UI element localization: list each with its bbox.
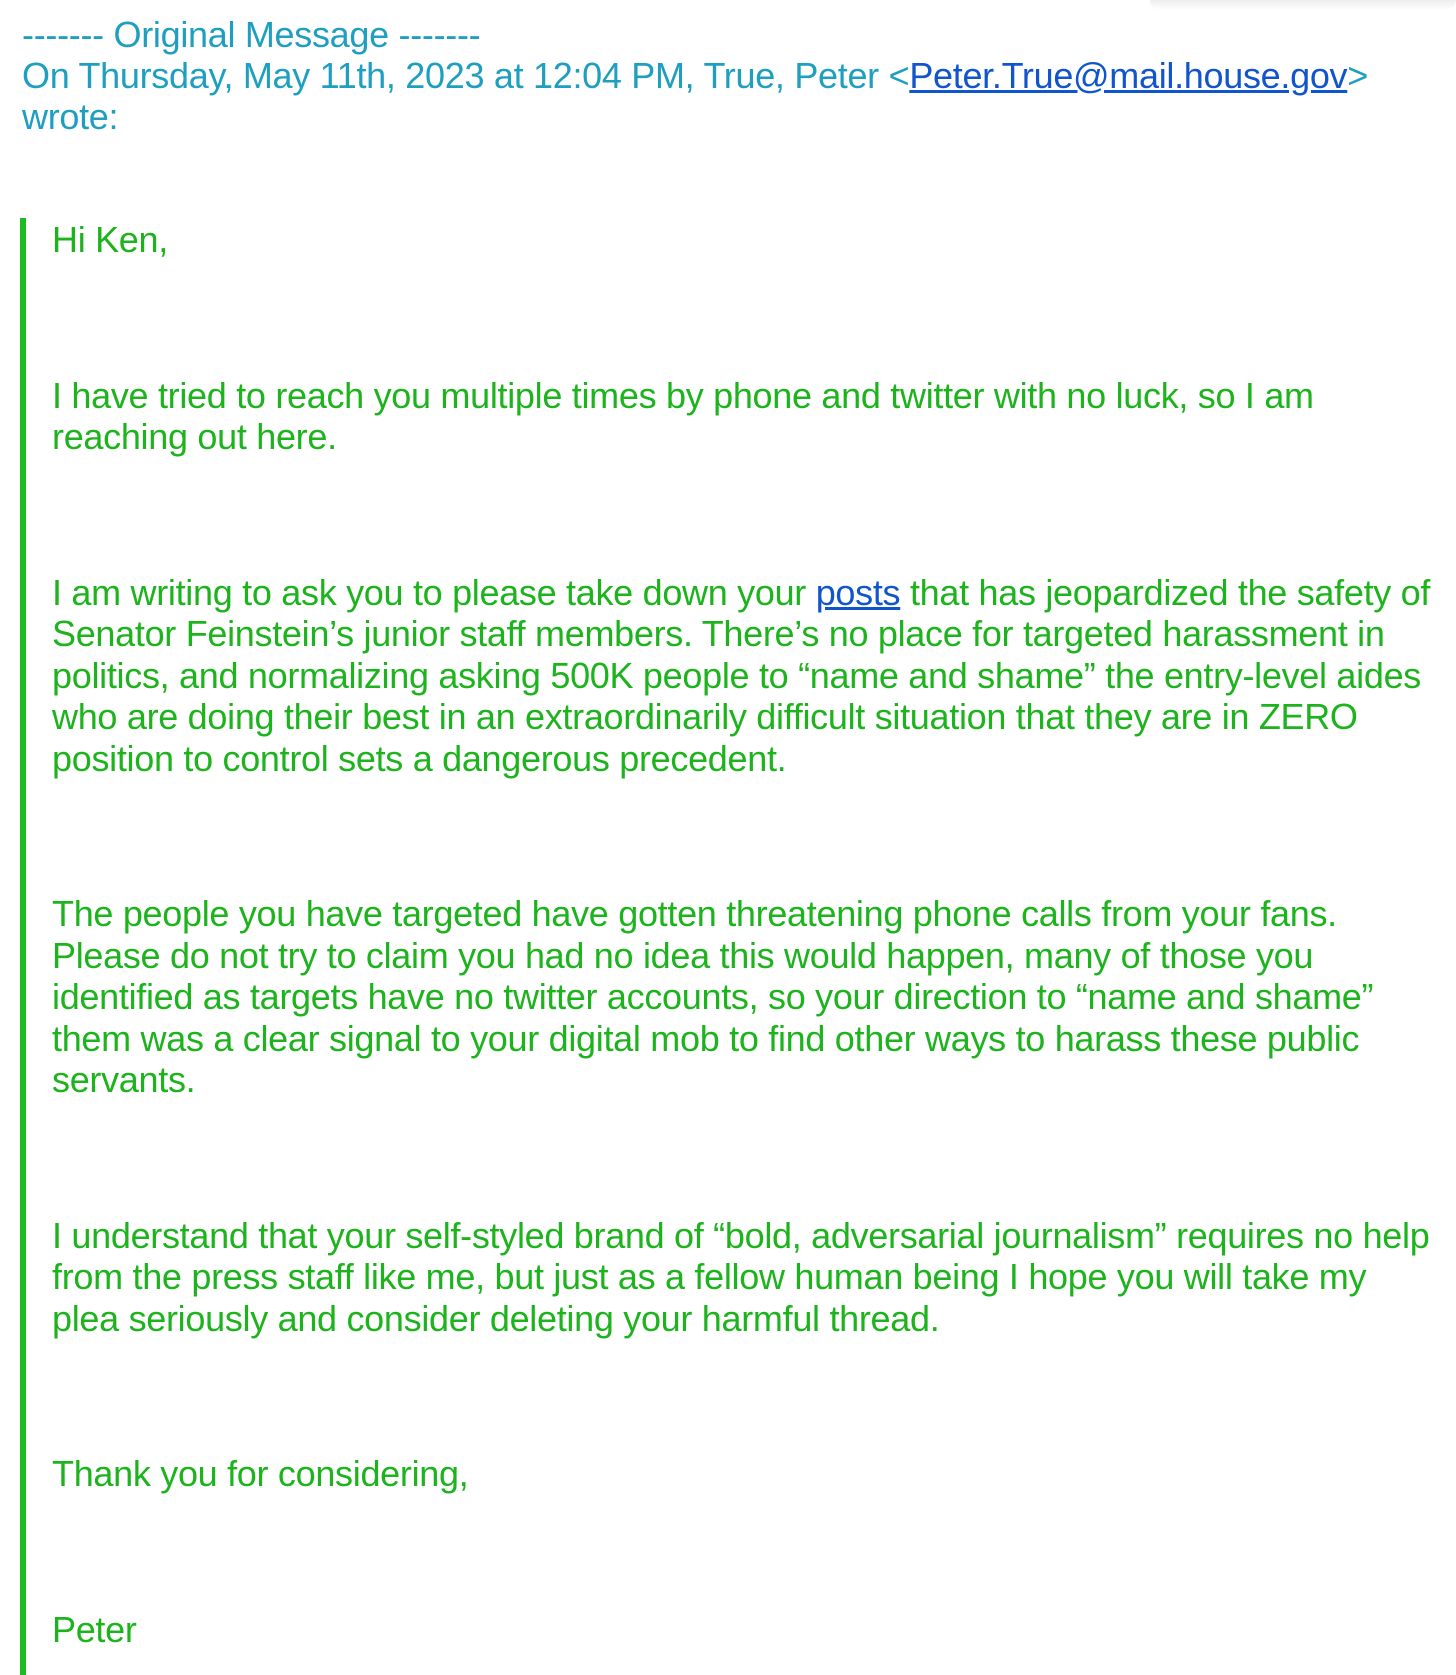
original-message-separator: ------- Original Message ------- xyxy=(22,14,481,55)
paragraph-gap xyxy=(52,779,1442,893)
quote-bar xyxy=(20,218,26,1675)
reply-attribution-line xyxy=(22,55,1442,96)
paragraph-2-end: that has jeopardized the safety of Senator Feinstein’s junior staff members. There’s no place for targeted harassment in politics, and normalizing asking 500K people to “name and shame” the entry-level aides who are doing their best in an extraordinarily difficult situation that they are in ZERO position to control sets a dangerous precedent. xyxy=(52,571,1431,779)
greeting: Hi Ken, xyxy=(52,219,168,260)
paragraph-2-start: I am writing to ask you to please take down your xyxy=(52,571,816,613)
posts-link[interactable]: posts xyxy=(815,571,901,613)
paragraph-gap xyxy=(52,261,1442,375)
sender-email-link[interactable]: Peter.True@mail.house.gov xyxy=(909,55,1348,96)
attribution-suffix: > xyxy=(1347,55,1368,96)
window-top-shadow xyxy=(1150,0,1456,10)
paragraph-gap xyxy=(52,1101,1442,1215)
paragraph-1: I have tried to reach you multiple times by phone and twitter with no luck, so I am reaching out here. xyxy=(52,374,1314,457)
paragraph-gap xyxy=(52,1495,1442,1609)
signature: Peter xyxy=(52,1608,137,1650)
closing: Thank you for considering, xyxy=(52,1453,469,1494)
paragraph-gap xyxy=(52,458,1442,572)
attribution-prefix: On Thursday, May 11th, 2023 at 12:04 PM, True, Peter < xyxy=(22,55,910,96)
original-message-header xyxy=(22,14,1442,137)
paragraph-3: The people you have targeted have gotten threatening phone calls from your fans. Please do not try to claim you had no idea this would happen, many of those you identified as targets have no twitter accounts, so your direction to “name and shame” them was a clear signal to your digital mob to find other ways to harass these public servants. xyxy=(52,893,1374,1100)
attribution-wrote: wrote: xyxy=(22,96,119,137)
paragraph-2 xyxy=(52,572,1442,780)
paragraph-gap xyxy=(52,1339,1442,1453)
quoted-message-body xyxy=(52,219,1442,1650)
paragraph-4: I understand that your self-styled brand of “bold, adversarial journalism” requires no help from the press staff like me, but just as a fellow human being I hope you will take my plea seriously and consider deleting your harmful thread. xyxy=(52,1214,1430,1339)
